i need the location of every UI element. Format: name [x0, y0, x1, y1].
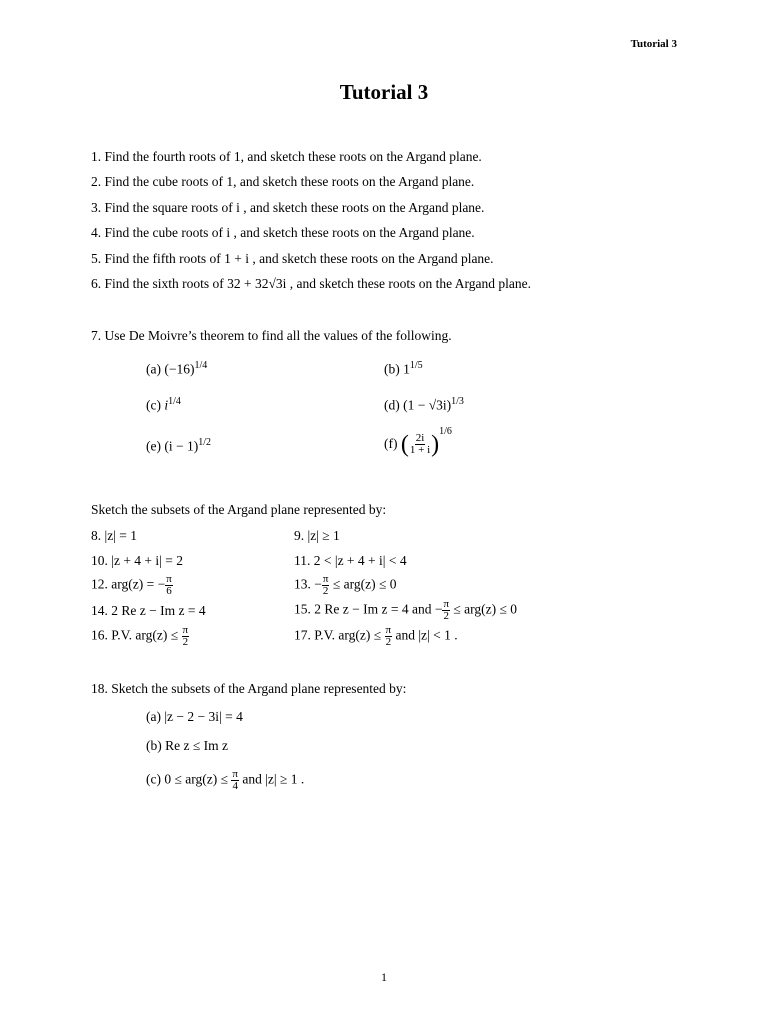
- question-5: 5. Find the fifth roots of 1 + i , and sketch these roots on the Argand plane.: [91, 251, 494, 266]
- question-8: 8. |z| = 1: [91, 528, 138, 543]
- q18-part-c: (c) 0 ≤ arg(z) ≤ $\frac{\pi}{4}$ and |z| ≥ 1 .: [146, 768, 305, 792]
- q18-part-a: (a) |z − 2 − 3i| = 4: [146, 709, 243, 724]
- fraction: $\frac{2i}{1 + i}$: [409, 432, 431, 457]
- q7-part-f: (f) ( $\frac{2i}{1 + i}$ )$^{1/6}$: [384, 426, 452, 458]
- running-header: Tutorial 3: [630, 38, 677, 50]
- q7-part-d: (d) $(1 - √3i)^{1/3}$: [384, 396, 464, 413]
- question-14: 14. 2 Re z − Im z = 4: [91, 603, 206, 618]
- question-11: 11. 2 < |z + 4 + i| < 4: [294, 553, 407, 568]
- question-7-prompt: 7. Use De Moivre’s theorem to find all the values of the following.: [91, 328, 452, 343]
- question-18-prompt: 18. Sketch the subsets of the Argand plane represented by:: [91, 681, 407, 696]
- q18-part-b: (b) Re z ≤ Im z: [146, 738, 229, 753]
- question-16: 16. P.V. arg(z) ≤ $\frac{\pi}{2}$: [91, 624, 189, 648]
- question-17: 17. P.V. arg(z) ≤ $\frac{\pi}{2}$ and |z| < 1 .: [294, 624, 458, 648]
- question-2: 2. Find the cube roots of 1, and sketch these roots on the Argand plane.: [91, 174, 475, 189]
- q7-part-c: (c) $i^{1/4}$: [146, 396, 181, 413]
- q7-part-a: (a) $(-16)^{1/4}$: [146, 360, 208, 377]
- question-15: 15. 2 Re z − Im z = 4 and − $\frac{\pi}{2}$ ≤ arg(z) ≤ 0: [294, 598, 518, 622]
- question-10: 10. |z + 4 + i| = 2: [91, 553, 183, 568]
- page-number: 1: [381, 970, 387, 984]
- question-13: 13. − $\frac{\pi}{2}$ ≤ arg(z) ≤ 0: [294, 573, 397, 597]
- page-title: Tutorial 3: [339, 80, 429, 104]
- q7-part-b: (b) $1^{1/5}$: [384, 360, 423, 377]
- question-3: 3. Find the square roots of i , and sketch these roots on the Argand plane.: [91, 200, 485, 215]
- question-9: 9. |z| ≥ 1: [294, 528, 340, 543]
- question-6: 6. Find the sixth roots of 32 + 32√3i , and sketch these roots on the Argand plane.: [91, 276, 531, 291]
- sketch-intro: Sketch the subsets of the Argand plane represented by:: [91, 502, 387, 517]
- q7-part-e: (e) $(i - 1)^{1/2}$: [146, 437, 211, 454]
- question-12: 12. arg(z) = − $\frac{\pi}{6}$: [91, 573, 172, 597]
- question-1: 1. Find the fourth roots of 1, and sketch these roots on the Argand plane.: [91, 149, 482, 164]
- question-4: 4. Find the cube roots of i , and sketch these roots on the Argand plane.: [91, 225, 475, 240]
